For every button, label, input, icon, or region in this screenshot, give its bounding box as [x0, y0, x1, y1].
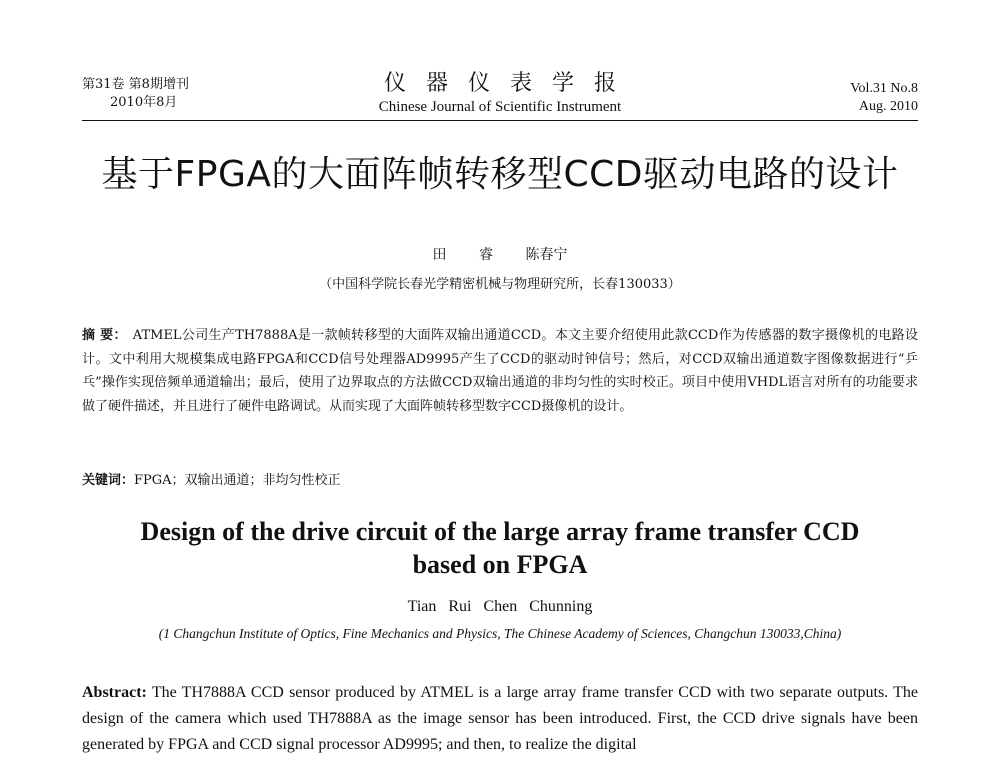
abstract-en-label: Abstract:: [82, 684, 147, 701]
affiliation-cn: （中国科学院长春光学精密机械与物理研究所，长春130033）: [319, 277, 681, 292]
journal-name-cn: 仪器仪表学报: [383, 71, 636, 96]
authors-cn: 田 睿 陈春宁: [432, 247, 568, 263]
abstract-en-text: The TH7888A CCD sensor produced by ATMEL is a large array frame transfer CCD with two separate outputs. The design of the camera which used TH7888A as the image sensor has been introduced. First, the CCD drive signals have been generated by FPGA and CCD signal processor AD9995; and then, to realize the digital: [82, 684, 919, 753]
keywords-cn: [82, 469, 918, 488]
date-cn: 2010年8月: [110, 95, 178, 110]
affiliation-en: (1 Changchun Institute of Optics, Fine Mechanics and Physics, The Chinese Academy of Sciences, Changchun 130033,China): [158, 626, 842, 641]
journal-name-en: Chinese Journal of Scientific Instrument: [378, 99, 622, 115]
date-en: Aug. 2010: [858, 99, 918, 114]
keywords-cn-label: 关键词：: [82, 473, 135, 488]
abstract-cn: [82, 324, 918, 418]
journal-name: [300, 70, 700, 116]
header-divider: [82, 120, 918, 121]
header-volume-info: [82, 76, 189, 112]
volume-issue-cn: 第31卷 第8期增刊: [82, 77, 189, 92]
volume-en: Vol.31 No.8: [850, 81, 918, 96]
authors-en: Tian Rui Chen Chunning: [407, 598, 593, 615]
abstract-cn-text: ATMEL公司生产TH7888A是一款帧转移型的大面阵双输出通道CCD。本文主要介绍使用此款CCD作为传感器的数字摄像机的电路设计。文中利用大规模集成电路FPGA和CCD信号处理器AD9995产生了CCD的驱动时钟信号；然后，对CCD双输出通道数字图像数据进行“乒乓”操作实现倍频单通道输出；最后，使用了边界取点的方法做CCD双输出通道的非均匀性的实时校正。项目中使用VHDL语言对所有的功能要求做了硬件描述，并且进行了硬件电路调试。从而实现了大面阵帧转移型数字CCD摄像机的设计。: [82, 328, 918, 414]
paper-title-cn: 基于FPGA的大面阵帧转移型CCD驱动电路的设计: [101, 154, 899, 195]
paper-title-en: Design of the drive circuit of the large array frame transfer CCD based on FPGA: [140, 517, 860, 579]
keywords-cn-text: FPGA；双输出通道；非均匀性校正: [134, 473, 341, 488]
abstract-cn-label: 摘 要：: [82, 328, 127, 343]
abstract-en: [82, 680, 918, 758]
header-volume-info-en: [850, 80, 918, 116]
